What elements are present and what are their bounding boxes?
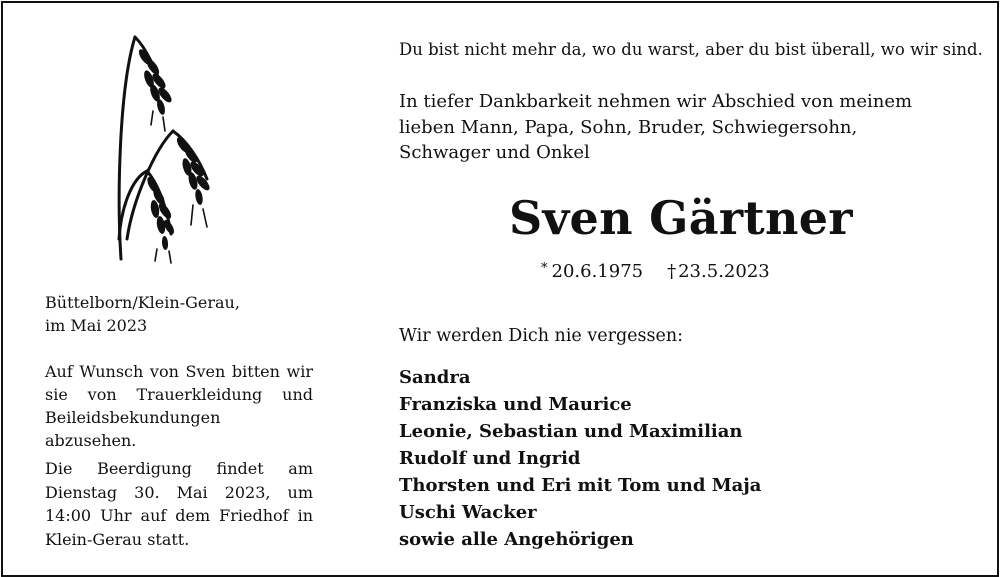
birth-date: 20.6.1975 (551, 261, 644, 282)
mourner-item: sowie alle Angehörigen (399, 529, 634, 550)
never-forget-line: Wir werden Dich nie vergessen: (399, 326, 683, 346)
wheat-ears-icon (107, 29, 227, 269)
mourner-item: Sandra (399, 367, 471, 388)
death-date: 23.5.2023 (678, 261, 770, 282)
obituary-frame (1, 1, 999, 577)
wish-note: Auf Wunsch von Sven bitten wir sie von Trauerkleidung und Beileidsbekundungen abzusehen. (45, 362, 313, 450)
deceased-name: Sven Gärtner (509, 191, 853, 245)
life-dates (541, 261, 770, 282)
place-and-date (45, 291, 313, 337)
mourner-item: Rudolf und Ingrid (399, 448, 581, 469)
birth-mark: * (541, 261, 548, 276)
funeral-note: Die Beerdigung findet am Dienstag 30. Mai 2023, um 14:00 Uhr auf dem Friedhof in Klein-Gerau statt. (45, 459, 313, 549)
mourners-list (399, 364, 989, 553)
mourner-item: Uschi Wacker (399, 502, 537, 523)
mourner-item: Franziska und Maurice (399, 394, 632, 415)
mourner-item: Thorsten und Eri mit Tom und Maja (399, 475, 762, 496)
intro-text (399, 89, 959, 166)
right-column (399, 3, 989, 575)
death-mark: † (667, 261, 677, 282)
intro-line: lieben Mann, Papa, Sohn, Bruder, Schwiegersohn, (399, 116, 858, 138)
place-line: Büttelborn/Klein-Gerau, (45, 293, 240, 312)
intro-line: Schwager und Onkel (399, 142, 590, 163)
left-column (45, 3, 313, 575)
mourner-item: Leonie, Sebastian und Maximilian (399, 421, 743, 442)
memorial-quote: Du bist nicht mehr da, wo du warst, aber du bist überall, wo wir sind. (399, 40, 983, 59)
date-line: im Mai 2023 (45, 316, 148, 335)
intro-line: In tiefer Dankbarkeit nehmen wir Abschied von meinem (399, 91, 913, 112)
